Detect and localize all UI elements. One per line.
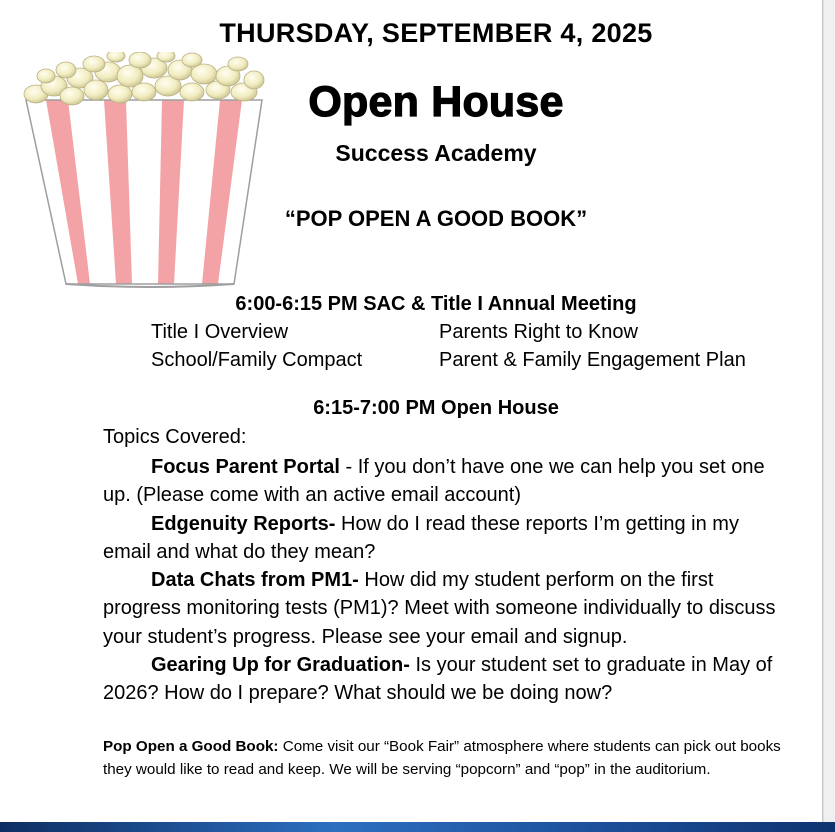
meeting-item: School/Family Compact (151, 349, 363, 371)
note-text: Come visit our “Book Fair” atmosphere where students can pick out books they would like to read and keep. We will be serving “popcorn” and “pop” in the auditorium. (103, 738, 781, 778)
meeting-heading: 6:00-6:15 PM SAC & Title I Annual Meeting (235, 293, 637, 315)
meeting-item: Parents Right to Know (439, 321, 638, 343)
topic-text: Is your student set to graduate in May of 2026? How do I prepare? What should we be doing now? (103, 654, 773, 705)
topic-title: Edgenuity Reports- (151, 513, 336, 535)
topic-paragraph (103, 566, 783, 651)
topic-text: - If you don’t have one we can help you set one up. (Please come with an active email account) (103, 456, 765, 507)
topic-paragraph (103, 651, 783, 708)
meeting-item: Title I Overview (151, 321, 289, 343)
note-title: Pop Open a Good Book: (103, 738, 279, 755)
book-fair-note (103, 735, 793, 781)
school-name: Success Academy (335, 140, 537, 166)
event-theme: “POP OPEN A GOOD BOOK” (284, 206, 588, 231)
topic-paragraph (103, 510, 783, 567)
topic-text: How did my student perform on the first progress monitoring tests (PM1)? Meet with someone individually to discuss your student’s progress. Please see your email and signup. (103, 569, 776, 648)
event-date: THURSDAY, SEPTEMBER 4, 2025 (219, 18, 653, 48)
topics-label: Topics Covered: (103, 426, 247, 448)
topic-title: Gearing Up for Graduation- (151, 654, 410, 676)
topic-text: How do I read these reports I’m getting in my email and what do they mean? (103, 513, 739, 564)
topic-title: Focus Parent Portal (151, 456, 340, 478)
desktop-background (0, 822, 835, 832)
meeting-item: Parent & Family Engagement Plan (439, 349, 746, 371)
vertical-scrollbar[interactable] (823, 0, 835, 823)
topic-paragraph (103, 453, 783, 510)
page-title: Open House (308, 78, 564, 126)
topic-title: Data Chats from PM1- (151, 569, 359, 591)
open-house-heading: 6:15-7:00 PM Open House (313, 397, 559, 419)
